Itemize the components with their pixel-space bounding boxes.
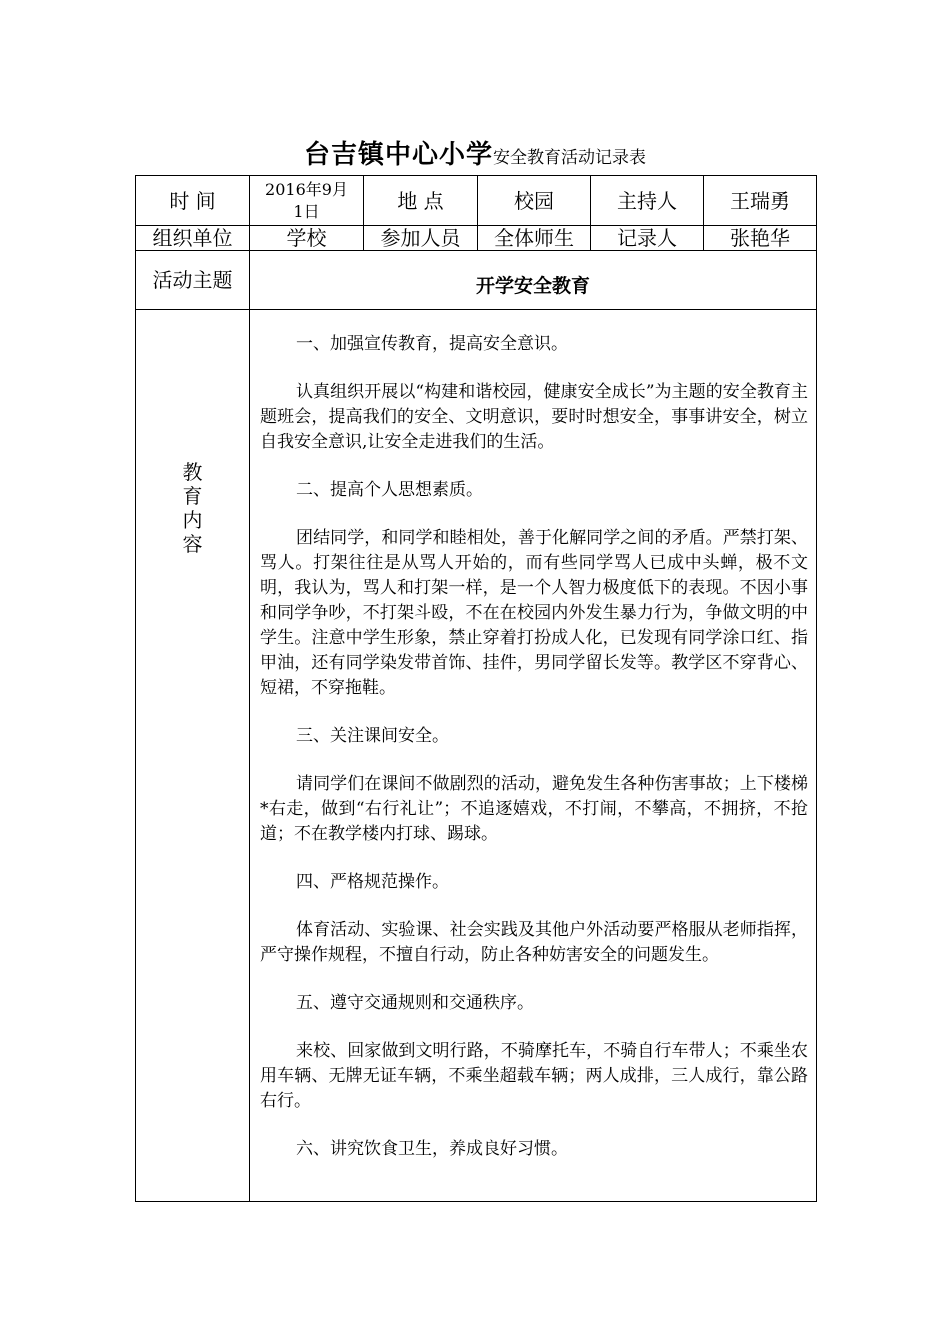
- recorder-value: 张艳华: [704, 226, 817, 251]
- content-paragraph: 认真组织开展以“构建和谐校园，健康安全成长”为主题的安全教育主题班会，提高我们的安全、文明意识，要时时想安全，事事讲安全，树立自我安全意识,让安全走进我们的生活。: [260, 382, 808, 452]
- school-name: 台吉镇中心小学: [303, 140, 493, 170]
- content-paragraph: 五、遵守交通规则和交通秩序。: [296, 993, 534, 1013]
- row-theme: [136, 251, 817, 310]
- participants-value: 全体师生: [478, 226, 591, 251]
- theme-label: 活动主题: [136, 251, 250, 310]
- record-table: [135, 175, 817, 1202]
- content-paragraph: 来校、回家做到文明行路，不骑摩托车，不骑自行车带人；不乘坐农用车辆、无牌无证车辆，不乘坐超载车辆；两人成排，三人成行，靠公路右行。: [260, 1041, 808, 1111]
- content-body: [250, 310, 817, 1202]
- content-paragraph: 一、加强宣传教育，提高安全意识。: [296, 334, 568, 354]
- org-value: 学校: [250, 226, 364, 251]
- row-content: [136, 310, 817, 1202]
- time-value: 2016年9月1日: [250, 176, 364, 226]
- content-paragraph: 体育活动、实验课、社会实践及其他户外活动要严格服从老师指挥，严守操作规程，不擅自行动，防止各种妨害安全的问题发生。: [260, 920, 808, 965]
- host-value: 王瑞勇: [704, 176, 817, 226]
- time-label: 时 间: [136, 176, 250, 226]
- host-label: 主持人: [591, 176, 704, 226]
- org-label: 组织单位: [136, 226, 250, 251]
- content-paragraph: 六、讲究饮食卫生，养成良好习惯。: [296, 1139, 568, 1159]
- row-org: [136, 226, 817, 251]
- theme-value: 开学安全教育: [250, 251, 817, 310]
- content-paragraph: 团结同学，和同学和睦相处，善于化解同学之间的矛盾。严禁打架、骂人。打架往往是从骂人开始的，而有些同学骂人已成中头蝉，极不文明，我认为，骂人和打架一样，是一个人智力极度低下的表现。不因小事和同学争吵，不打架斗殴，不在在校园内外发生暴力行为，争做文明的中学生。注意中学生形象，禁止穿着打扮成人化，已发现有同学涂口红、指甲油，还有同学染发带首饰、挂件，男同学留长发等。教学区不穿背心、短裙，不穿拖鞋。: [260, 528, 808, 698]
- content-paragraph: 四、严格规范操作。: [296, 872, 449, 892]
- content-paragraph: 请同学们在课间不做剧烈的活动，避免发生各种伤害事故；上下楼梯*右走，做到“右行礼让”；不追逐嬉戏，不打闹，不攀高，不拥挤，不抢道；不在教学楼内打球、踢球。: [260, 774, 808, 844]
- content-paragraph: 三、关注课间安全。: [296, 726, 449, 746]
- participants-label: 参加人员: [364, 226, 478, 251]
- content-label-cell: [136, 310, 250, 1202]
- row-time-place: [136, 176, 817, 226]
- content-label: 教育内容: [182, 460, 203, 556]
- place-label: 地 点: [364, 176, 478, 226]
- place-value: 校园: [478, 176, 591, 226]
- document-title: [0, 134, 950, 171]
- content-paragraph: 二、提高个人思想素质。: [296, 480, 483, 500]
- recorder-label: 记录人: [591, 226, 704, 251]
- form-name: 安全教育活动记录表: [493, 148, 646, 168]
